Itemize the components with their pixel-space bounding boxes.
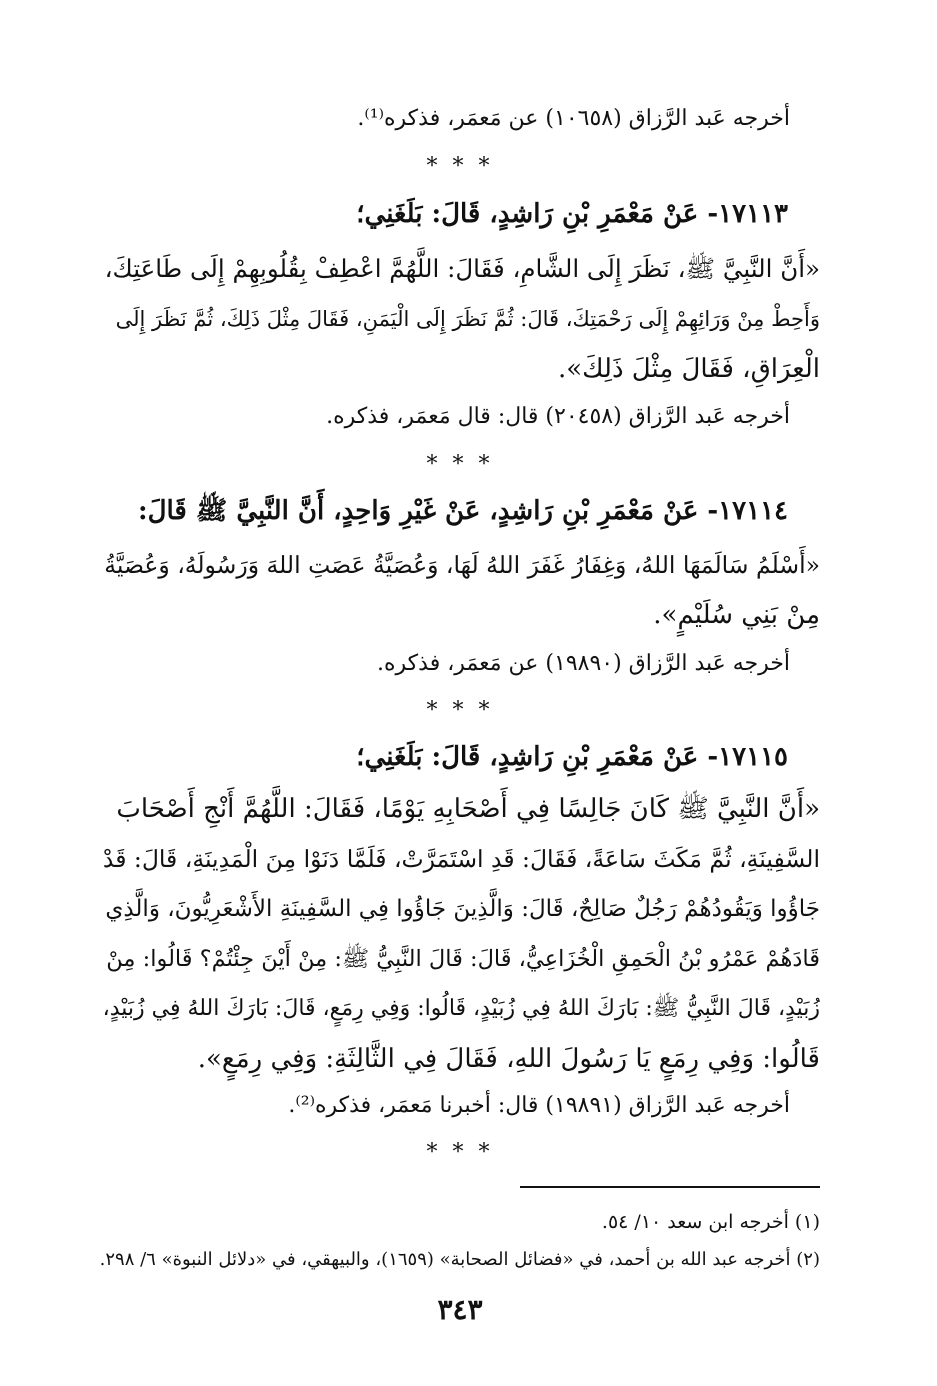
section-separator: * * *	[426, 1140, 494, 1165]
hadith-17115-text-line: السَّفِينَةِ، ثُمَّ مَكَثَ سَاعَةً، فَقَالَ: قَدِ اسْتَمَرَّتْ، فَلَمَّا دَنَوْا مِنَ الْمَدِينَةِ، قَالَ: قَدْ	[102, 845, 820, 873]
hadith-17113-text-line: «أَنَّ النَّبِيَّ ﷺ، نَظَرَ إِلَى الشَّامِ، فَقَالَ: اللَّهُمَّ اعْطِفْ بِقُلُوبِهِمْ إِلَى طَاعَتِكَ،	[104, 254, 820, 283]
section-separator: * * *	[426, 698, 494, 723]
hadith-17114-text-line: «أَسْلَمُ سَالَمَهَا اللهُ، وَغِفَارُ غَفَرَ اللهُ لَهَا، وَعُصَيَّةُ عَصَتِ اللهَ وَرَسُولَهُ، وَعُصَيَّةُ	[104, 551, 820, 579]
source-note-10658: أخرجه عَبد الرَّزاق (١٠٦٥٨) عن مَعمَر، فذكره⁽¹⁾.	[357, 106, 790, 131]
footnote-1: (١) أخرجه ابن سعد ١٠/ ٥٤.	[601, 1211, 820, 1233]
hadith-17113-heading: ١٧١١٣- عَنْ مَعْمَرِ بْنِ رَاشِدٍ، قَالَ: بَلَغَنِي؛	[356, 199, 788, 229]
hadith-17113-text-line: الْعِرَاقِ، فَقَالَ مِثْلَ ذَلِكَ».	[557, 354, 820, 384]
document-page	[100, 0, 820, 1386]
page-number: ٣٤٣	[437, 1293, 483, 1326]
source-note-19891: أخرجه عَبد الرَّزاق (١٩٨٩١) قال: أخبرنا مَعمَر، فذكره⁽²⁾.	[288, 1093, 790, 1118]
hadith-17114-heading: ١٧١١٤- عَنْ مَعْمَرِ بْنِ رَاشِدٍ، عَنْ غَيْرِ وَاحِدٍ، أَنَّ النَّبِيَّ ﷺ قَالَ:	[137, 496, 788, 526]
hadith-17115-heading: ١٧١١٥- عَنْ مَعْمَرِ بْنِ رَاشِدٍ، قَالَ: بَلَغَنِي؛	[356, 742, 788, 772]
hadith-17115-text-line: «أَنَّ النَّبِيَّ ﷺ كَانَ جَالِسًا فِي أَصْحَابِهِ يَوْمًا، فَقَالَ: اللَّهُمَّ أَنْجِ أَصْحَابَ	[116, 794, 820, 824]
source-note-20458: أخرجه عَبد الرَّزاق (٢٠٤٥٨) قال: قال مَعمَر، فذكره.	[326, 404, 790, 429]
hadith-17115-text-line: زُبَيْدٍ، قَالَ النَّبِيُّ ﷺ: بَارَكَ اللهُ فِي زُبَيْدٍ، قَالُوا: وَفِي رِمَعٍ، قَالَ: بَارَكَ اللهُ فِي زُبَيْدٍ،	[102, 996, 820, 1021]
footnote-rule	[520, 1186, 820, 1188]
hadith-17115-text-line: جَاؤُوا وَيَقُودُهُمْ رَجُلٌ صَالِحٌ، قَالَ: وَالَّذِينَ جَاؤُوا فِي السَّفِينَةِ الأَشْعَرِيُّونَ، وَالَّذِي	[105, 896, 820, 922]
section-separator: * * *	[426, 154, 494, 179]
hadith-17115-text-line: قَادَهُمْ عَمْرُو بْنُ الْحَمِقِ الْخُزَاعِيُّ، قَالَ: قَالَ النَّبِيُّ ﷺ: مِنْ أَيْنَ جِئْتُمْ؟ قَالُوا: مِنْ	[106, 946, 820, 972]
footnote-2: (٢) أخرجه عبد الله بن أحمد، في «فضائل الصحابة» (١٦٥٩)، والبيهقي، في «دلائل النبوة» ٦/ ٢٩٨.	[99, 1249, 820, 1270]
source-note-19890: أخرجه عَبد الرَّزاق (١٩٨٩٠) عن مَعمَر، فذكره.	[377, 651, 790, 676]
hadith-17115-text-line: قَالُوا: وَفِي رِمَعٍ يَا رَسُولَ اللهِ، فَقَالَ فِي الثَّالِثَةِ: وَفِي رِمَعٍ».	[197, 1044, 820, 1074]
hadith-17113-text-line: وَأَحِطْ مِنْ وَرَائِهِمْ إِلَى رَحْمَتِكَ، قَالَ: ثُمَّ نَظَرَ إِلَى الْيَمَنِ، فَقَالَ مِثْلَ ذَلِكَ، ثُمَّ نَظَرَ إِلَى	[115, 307, 820, 331]
section-separator: * * *	[426, 452, 494, 477]
hadith-17114-text-line: مِنْ بَنِي سُلَيْمٍ».	[653, 600, 820, 630]
